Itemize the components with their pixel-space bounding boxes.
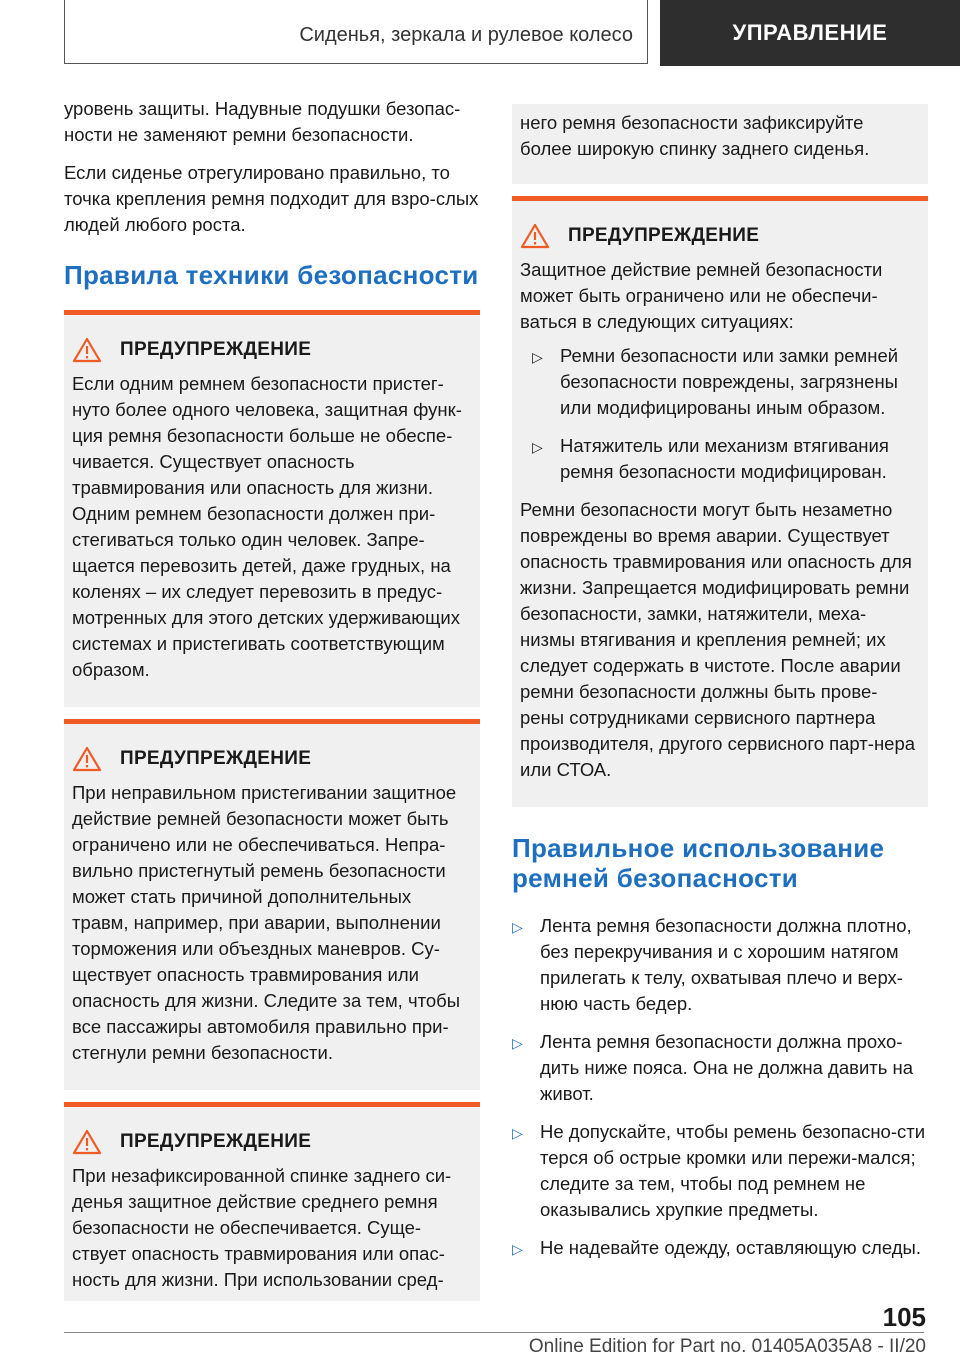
list-item-text: Лента ремня безопасности должна прохо-дить ниже пояса. Она не должна давить на живот. [540, 1031, 914, 1104]
list-item-text: Ремни безопасности или замки ремней безопасности повреждены, загрязнены или модифицированы иным образом. [560, 345, 899, 418]
list-item [512, 1029, 928, 1107]
list-item-text: Не надевайте одежду, оставляющую следы. [540, 1237, 921, 1258]
warning-box [512, 196, 928, 807]
usage-list [512, 913, 928, 1262]
paragraph: уровень защиты. Надувные подушки безопас-ности не заменяют ремни безопасности. [64, 98, 461, 145]
warning-text: При незафиксированной спинке заднего си-денья защитное действие среднего ремня безопасности не обеспечивается. Суще-ствует опасность травмирования или опас-ность для жизни. При использовании сред- [72, 1165, 452, 1290]
right-column [512, 104, 928, 1274]
warning-title: ПРЕДУПРЕЖДЕНИЕ [120, 748, 312, 769]
triangle-bullet-icon: ▷ [512, 1035, 523, 1051]
warning-triangle-icon [520, 223, 550, 249]
list-item [532, 433, 916, 485]
footer-edition: Online Edition for Part no. 01405A035A8 - II/20 [528, 1336, 926, 1357]
header-section-box [64, 0, 648, 64]
warning-triangle-icon [72, 337, 102, 363]
warning-triangle-icon [72, 746, 102, 772]
triangle-bullet-icon: ▷ [512, 1125, 523, 1141]
warning-triangle-icon [72, 1129, 102, 1155]
list-item [532, 343, 916, 421]
warning-text: Если одним ремнем безопасности пристег-нуто более одного человека, защитная функ-ция ремня безопасности больше не обеспе-чивается. Существует опасность травмирования или опасность для жизни. Одним ремнем безопасности должен при-стегиваться только один человек. Запре-щается перевозить детей, даже грудных, на коленях – их следует перевозить в предус-мотренных для этого детских удерживающих системах и пристегивать соответствующим образом. [72, 373, 462, 680]
triangle-bullet-icon: ▷ [532, 439, 543, 455]
list-item [512, 1119, 928, 1223]
list-item-text: Не допускайте, чтобы ремень безопасно-сти терся об острые кромки или пережи-мался; следите за тем, чтобы под ремнем не оказывались хрупкие предметы. [540, 1121, 926, 1220]
warning-title: ПРЕДУПРЕЖДЕНИЕ [120, 339, 312, 360]
left-column [64, 96, 480, 1301]
warning-title: ПРЕДУПРЕЖДЕНИЕ [568, 225, 760, 246]
warning-title: ПРЕДУПРЕЖДЕНИЕ [120, 1131, 312, 1152]
list-item-text: Натяжитель или механизм втягивания ремня безопасности модифицирован. [560, 435, 889, 482]
footer-divider [64, 1332, 924, 1333]
list-item-text: Лента ремня безопасности должна плотно, без перекручивания и с хорошим натягом прилегать к телу, охватывая плечо и верх-нюю часть бедер. [540, 915, 912, 1014]
warning-text: Ремни безопасности могут быть незаметно повреждены во время аварии. Существует опасность травмирования или опасность для жизни. Запрещается модифицировать ремни безопасности, замки, натяжители, меха-низмы втягивания и крепления ремней; их следует содержать в чистоте. После аварии ремни безопасности должны быть прове-рены сотрудниками сервисного партнера производителя, другого сервисного парт-нера или СТОА. [520, 499, 916, 780]
list-item [512, 1235, 928, 1262]
triangle-bullet-icon: ▷ [532, 349, 543, 365]
page-footer [0, 1300, 960, 1362]
warning-list [532, 343, 916, 485]
warning-box [64, 719, 480, 1090]
paragraph: Если сиденье отрегулировано правильно, то точка крепления ремня подходит для взро-слых людей любого роста. [64, 162, 479, 235]
warning-text: него ремня безопасности зафиксируйте более широкую спинку заднего сиденья. [520, 112, 870, 159]
warning-header [72, 1129, 468, 1155]
warning-box [64, 310, 480, 707]
triangle-bullet-icon: ▷ [512, 1241, 523, 1257]
warning-text: Защитное действие ремней безопасности может быть ограничено или не обеспечи-ваться в следующих ситуациях: [520, 259, 883, 332]
section-heading: Правила техники безопасности [64, 260, 479, 290]
header-section-title: Сиденья, зеркала и рулевое колесо [299, 24, 633, 46]
warning-text: При неправильном пристегивании защитное действие ремней безопасности может быть ограничено или не обеспечиваться. Непра-вильно пристегнутый ремень безопасности может стать причиной дополнительных травм, например, при аварии, выполнении торможения или объездных маневров. Су-ществует опасность травмирования или опасность для жизни. Следите за тем, чтобы все пассажиры автомобиля правильно при-стегнули ремни безопасности. [72, 782, 461, 1063]
warning-box [64, 1102, 480, 1301]
warning-box-continued [512, 104, 928, 184]
list-item [512, 913, 928, 1017]
warning-header [72, 337, 468, 363]
page-number: 105 [882, 1302, 926, 1332]
header-chapter-tab: УПРАВЛЕНИЕ [660, 0, 960, 66]
triangle-bullet-icon: ▷ [512, 919, 523, 935]
page-header [0, 0, 960, 66]
warning-header [520, 223, 916, 249]
section-heading: Правильное использование ремней безопасности [512, 833, 885, 893]
warning-header [72, 746, 468, 772]
